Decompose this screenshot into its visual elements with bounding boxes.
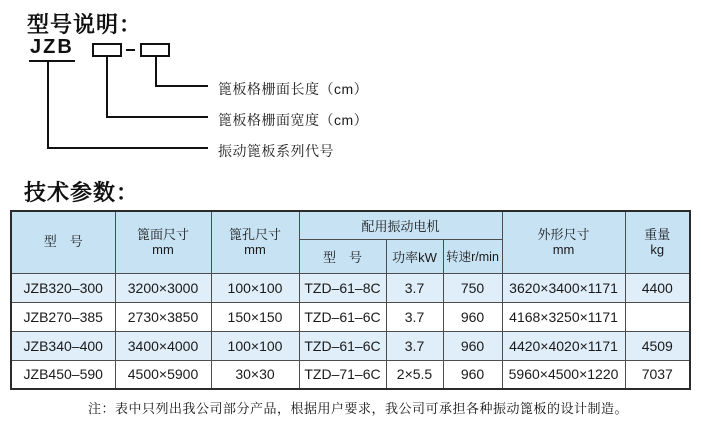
cell-motor-speed: 960 bbox=[443, 331, 502, 360]
cell-motor-power: 3.7 bbox=[386, 302, 443, 331]
cell-model: JZB320–300 bbox=[11, 273, 115, 302]
series-code-underline bbox=[29, 60, 75, 62]
section-title-model-description: 型号说明： bbox=[27, 12, 143, 37]
table-row bbox=[11, 302, 690, 331]
col-header-model-label: 型 号 bbox=[43, 234, 83, 250]
dash-separator bbox=[126, 49, 135, 51]
length-code-box bbox=[140, 43, 170, 57]
col-header-weight bbox=[625, 211, 690, 273]
technical-parameters-table bbox=[10, 210, 691, 390]
col-header-motor-power: 功率kW bbox=[386, 239, 443, 273]
col-header-motor-group: 配用振动电机 bbox=[299, 211, 502, 239]
cell-surface-size: 3200×3000 bbox=[115, 273, 211, 302]
cell-hole-size: 30×30 bbox=[211, 360, 299, 389]
table-row bbox=[11, 360, 690, 389]
cell-overall-size: 5960×4500×1220 bbox=[502, 360, 625, 389]
col-header-overall-size bbox=[502, 211, 625, 273]
cell-model: JZB270–385 bbox=[11, 302, 115, 331]
cell-motor-speed: 960 bbox=[443, 302, 502, 331]
label-series-code: 振动篦板系列代号 bbox=[218, 143, 334, 159]
col-header-hole-size-unit: mm bbox=[244, 242, 266, 258]
label-grid-width: 篦板格栅面宽度（cm） bbox=[218, 112, 369, 128]
cell-overall-size: 4168×3250×1171 bbox=[502, 302, 625, 331]
cell-motor-speed: 960 bbox=[443, 360, 502, 389]
col-header-hole-size bbox=[211, 211, 299, 273]
cell-motor-model: TZD–61–6C bbox=[299, 302, 386, 331]
col-header-weight-unit: kg bbox=[650, 242, 665, 258]
section-title-technical-parameters: 技术参数： bbox=[24, 180, 140, 205]
connector-line-width-vertical bbox=[106, 57, 108, 118]
cell-motor-power: 3.7 bbox=[386, 273, 443, 302]
cell-weight: 4509 bbox=[625, 331, 690, 360]
connector-line-width-horizontal bbox=[106, 116, 208, 118]
col-header-surface-size-label: 篦面尺寸 bbox=[136, 227, 189, 243]
connector-line-series-vertical bbox=[47, 62, 49, 149]
cell-overall-size: 4420×4020×1171 bbox=[502, 331, 625, 360]
cell-weight: 4400 bbox=[625, 273, 690, 302]
cell-overall-size: 3620×3400×1171 bbox=[502, 273, 625, 302]
col-header-surface-size-unit: mm bbox=[152, 242, 174, 258]
col-header-weight-label: 重量 bbox=[644, 227, 671, 243]
cell-motor-model: TZD–71–6C bbox=[299, 360, 386, 389]
cell-motor-model: TZD–61–6C bbox=[299, 331, 386, 360]
col-header-hole-size-label: 篦孔尺寸 bbox=[228, 227, 281, 243]
cell-model: JZB450–590 bbox=[11, 360, 115, 389]
table-row bbox=[11, 273, 690, 302]
col-header-surface-size bbox=[115, 211, 211, 273]
table-row bbox=[11, 331, 690, 360]
connector-line-series-horizontal bbox=[47, 147, 208, 149]
footnote: 注：表中只列出我公司部分产品，根据用户要求，我公司可承担各种振动篦板的设计制造。 bbox=[88, 401, 629, 416]
cell-motor-power: 3.7 bbox=[386, 331, 443, 360]
label-grid-length: 篦板格栅面长度（cm） bbox=[218, 81, 369, 97]
col-header-overall-size-unit: mm bbox=[552, 242, 575, 258]
connector-line-length-horizontal bbox=[155, 85, 208, 87]
cell-surface-size: 3400×4000 bbox=[115, 331, 211, 360]
cell-motor-speed: 750 bbox=[443, 273, 502, 302]
cell-model: JZB340–400 bbox=[11, 331, 115, 360]
width-code-box bbox=[92, 43, 122, 57]
connector-line-length-vertical bbox=[155, 57, 157, 87]
cell-weight: 7037 bbox=[625, 360, 690, 389]
col-header-motor-model: 型 号 bbox=[299, 239, 386, 273]
col-header-overall-size-label: 外形尺寸 bbox=[537, 227, 590, 243]
cell-surface-size: 4500×5900 bbox=[115, 360, 211, 389]
col-header-motor-speed: 转速r/min bbox=[443, 239, 502, 273]
cell-weight bbox=[625, 302, 690, 331]
cell-surface-size: 2730×3850 bbox=[115, 302, 211, 331]
cell-hole-size: 100×100 bbox=[211, 331, 299, 360]
cell-hole-size: 100×100 bbox=[211, 273, 299, 302]
cell-motor-model: TZD–61–8C bbox=[299, 273, 386, 302]
series-code-text: JZB bbox=[30, 36, 74, 58]
cell-hole-size: 150×150 bbox=[211, 302, 299, 331]
col-header-model bbox=[11, 211, 115, 273]
cell-motor-power: 2×5.5 bbox=[386, 360, 443, 389]
